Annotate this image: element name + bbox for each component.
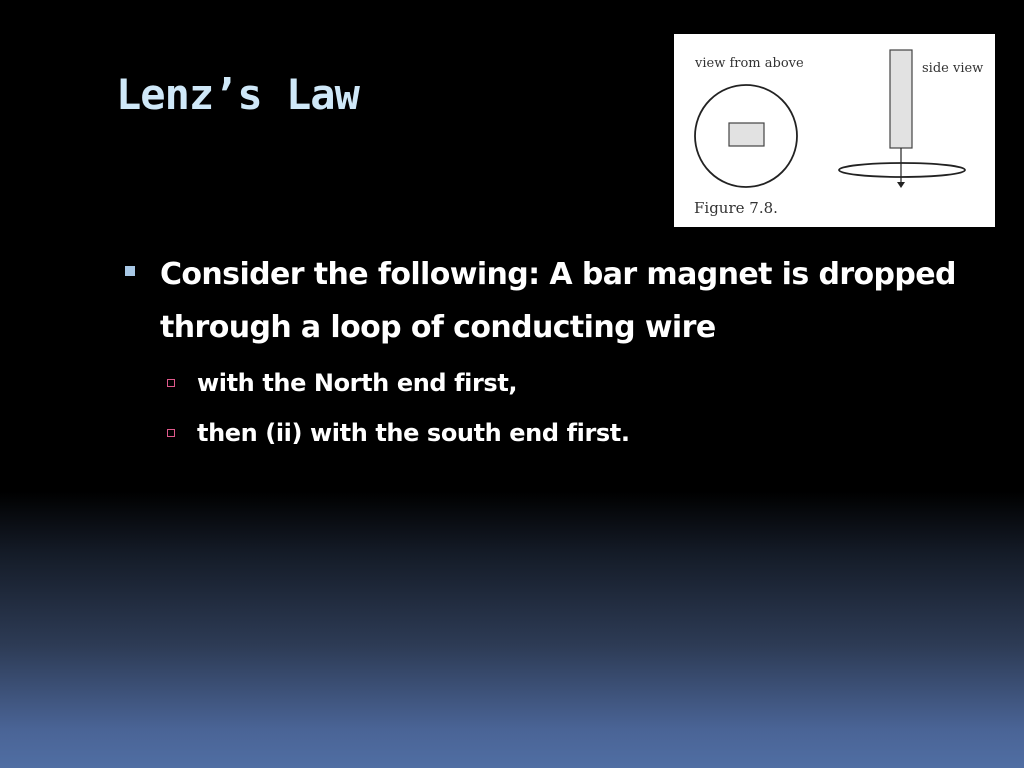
magnet-loop-diagram: [674, 34, 995, 227]
figure-caption: Figure 7.8.: [694, 199, 778, 217]
bullet-item: [120, 248, 1000, 354]
slide-title: Lenz’s Law: [116, 70, 359, 119]
sub-bullet-list: [120, 358, 1000, 458]
figure-label-view-from-above: view from above: [695, 56, 804, 71]
figure-magnet-loop: [674, 34, 995, 227]
sub-bullet-item: [120, 358, 1000, 408]
sub-bullet-text: then (ii) with the south end first.: [197, 419, 630, 447]
hollow-square-bullet-icon: [167, 379, 175, 387]
bullet-text: Consider the following: A bar magnet is dropped through a loop of conducting wire: [160, 257, 956, 345]
magnet-side-view: [890, 50, 912, 148]
slide-content: [120, 248, 1000, 458]
sub-bullet-item: [120, 408, 1000, 458]
loop-side-view: [839, 163, 965, 177]
square-bullet-icon: [125, 266, 135, 276]
magnet-top-view: [729, 123, 764, 146]
arrow-down-icon: [897, 182, 905, 188]
sub-bullet-text: with the North end first,: [197, 369, 518, 397]
figure-label-side-view: side view: [922, 61, 984, 76]
hollow-square-bullet-icon: [167, 429, 175, 437]
